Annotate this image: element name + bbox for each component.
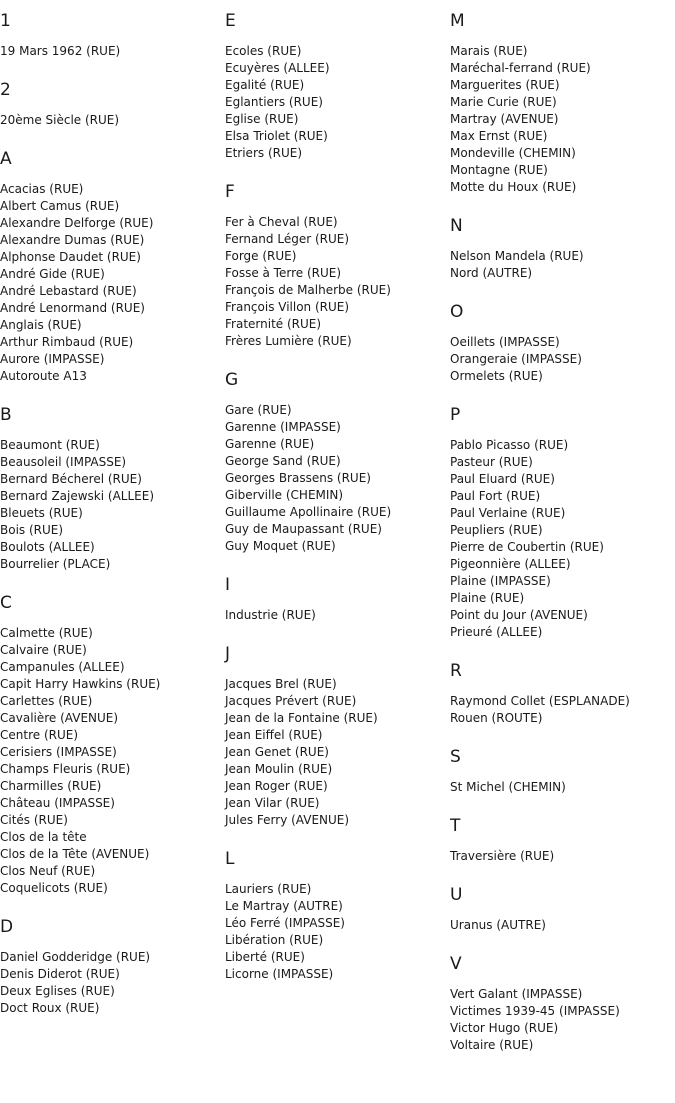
section-letter-heading: F [225, 182, 235, 202]
street-list [225, 43, 450, 162]
section-letter-heading: J [225, 644, 231, 664]
street-name: Bleuets (RUE) [0, 506, 83, 520]
street-name: Boulots (ALLEE) [0, 540, 95, 554]
street-name: Gare (RUE) [225, 403, 292, 417]
letter-section [225, 575, 450, 624]
index-column [0, 0, 225, 1017]
street-name: Acacias (RUE) [0, 182, 84, 196]
street-list [0, 437, 225, 573]
street-list [0, 43, 225, 60]
street-name: 19 Mars 1962 (RUE) [0, 44, 121, 58]
street-name: George Sand (RUE) [225, 454, 341, 468]
street-name: Jules Ferry (AVENUE) [225, 813, 350, 827]
street-name: Point du Jour (AVENUE) [450, 608, 588, 622]
street-name: Prieuré (ALLEE) [450, 625, 543, 639]
street-list [450, 43, 675, 196]
street-name: Le Martray (AUTRE) [225, 899, 343, 913]
street-name: Traversière (RUE) [450, 849, 555, 863]
street-name: Garenne (RUE) [225, 437, 315, 451]
street-name: Alexandre Dumas (RUE) [0, 233, 145, 247]
street-name: Liberté (RUE) [225, 950, 305, 964]
street-name: André Gide (RUE) [0, 267, 105, 281]
street-name: Motte du Houx (RUE) [450, 180, 577, 194]
street-name: Denis Diderot (RUE) [0, 967, 120, 981]
street-name: Marguerites (RUE) [450, 78, 560, 92]
street-name: Clos de la tête [0, 830, 87, 844]
street-name: Pierre de Coubertin (RUE) [450, 540, 604, 554]
street-name: Calvaire (RUE) [0, 643, 87, 657]
street-name: Martray (AVENUE) [450, 112, 559, 126]
street-name: Arthur Rimbaud (RUE) [0, 335, 134, 349]
section-letter-heading: O [450, 302, 464, 322]
street-name: Beausoleil (IMPASSE) [0, 455, 127, 469]
letter-section [450, 216, 675, 282]
street-name: Voltaire (RUE) [450, 1038, 534, 1052]
street-name: Libération (RUE) [225, 933, 324, 947]
street-name: Pigeonnière (ALLEE) [450, 557, 571, 571]
letter-section [450, 302, 675, 385]
letter-section [0, 11, 225, 60]
street-name: Jean Vilar (RUE) [225, 796, 320, 810]
letter-section [0, 917, 225, 1017]
street-name: Daniel Godderidge (RUE) [0, 950, 151, 964]
street-list [450, 437, 675, 641]
index-column [450, 0, 675, 1054]
street-name: Doct Roux (RUE) [0, 1001, 100, 1015]
street-name: Marie Curie (RUE) [450, 95, 557, 109]
letter-section [450, 661, 675, 727]
letter-section [225, 11, 450, 162]
letter-section [450, 954, 675, 1054]
street-name: Raymond Collet (ESPLANADE) [450, 694, 630, 708]
street-name: Giberville (CHEMIN) [225, 488, 344, 502]
letter-section [225, 370, 450, 555]
street-name: Anglais (RUE) [0, 318, 82, 332]
section-letter-heading: D [0, 917, 14, 937]
street-name: Pablo Picasso (RUE) [450, 438, 569, 452]
street-list [0, 181, 225, 385]
street-name: Bois (RUE) [0, 523, 64, 537]
street-name: Vert Galant (IMPASSE) [450, 987, 583, 1001]
street-name: Cavalière (AVENUE) [0, 711, 119, 725]
street-name: Jean Roger (RUE) [225, 779, 328, 793]
street-name: Jean Moulin (RUE) [225, 762, 333, 776]
street-list [225, 402, 450, 555]
street-name: Lauriers (RUE) [225, 882, 312, 896]
street-list [0, 112, 225, 129]
street-name: Max Ernst (RUE) [450, 129, 548, 143]
street-list [450, 334, 675, 385]
street-name: Marais (RUE) [450, 44, 528, 58]
letter-section [0, 593, 225, 897]
street-name: François de Malherbe (RUE) [225, 283, 391, 297]
street-name: Jacques Brel (RUE) [225, 677, 337, 691]
street-name: Fraternité (RUE) [225, 317, 322, 331]
street-name: Industrie (RUE) [225, 608, 316, 622]
street-name: Guillaume Apollinaire (RUE) [225, 505, 392, 519]
street-name: André Lebastard (RUE) [0, 284, 137, 298]
index-column [225, 0, 450, 983]
street-name: Montagne (RUE) [450, 163, 548, 177]
section-letter-heading: 1 [0, 11, 11, 31]
street-name: Carlettes (RUE) [0, 694, 93, 708]
street-name: Orangeraie (IMPASSE) [450, 352, 582, 366]
street-name: Mondeville (CHEMIN) [450, 146, 576, 160]
street-name: Ecoles (RUE) [225, 44, 302, 58]
street-name: Victimes 1939-45 (IMPASSE) [450, 1004, 620, 1018]
section-letter-heading: 2 [0, 80, 11, 100]
street-list [0, 625, 225, 897]
street-name: Victor Hugo (RUE) [450, 1021, 559, 1035]
street-name: Clos Neuf (RUE) [0, 864, 96, 878]
street-name: Campanules (ALLEE) [0, 660, 125, 674]
street-list [450, 848, 675, 865]
street-name: Fernand Léger (RUE) [225, 232, 350, 246]
section-letter-heading: L [225, 849, 235, 869]
street-name: Jean Genet (RUE) [225, 745, 329, 759]
street-name: Guy de Maupassant (RUE) [225, 522, 382, 536]
street-name: Charmilles (RUE) [0, 779, 102, 793]
section-letter-heading: I [225, 575, 231, 595]
letter-section [225, 849, 450, 983]
street-name: Plaine (RUE) [450, 591, 525, 605]
street-name: Cerisiers (IMPASSE) [0, 745, 117, 759]
section-letter-heading: N [450, 216, 463, 236]
street-name: Eglantiers (RUE) [225, 95, 323, 109]
street-name: François Villon (RUE) [225, 300, 350, 314]
section-letter-heading: R [450, 661, 462, 681]
street-name: Pasteur (RUE) [450, 455, 533, 469]
street-name: André Lenormand (RUE) [0, 301, 145, 315]
street-name: Peupliers (RUE) [450, 523, 543, 537]
street-name: Forge (RUE) [225, 249, 297, 263]
street-name: Fosse à Terre (RUE) [225, 266, 342, 280]
street-name: Cités (RUE) [0, 813, 68, 827]
letter-section [450, 885, 675, 934]
street-name: Georges Brassens (RUE) [225, 471, 371, 485]
street-name: Rouen (ROUTE) [450, 711, 543, 725]
street-name: Paul Verlaine (RUE) [450, 506, 566, 520]
section-letter-heading: E [225, 11, 236, 31]
street-list [225, 881, 450, 983]
section-letter-heading: V [450, 954, 462, 974]
section-letter-heading: S [450, 747, 461, 767]
street-list [450, 779, 675, 796]
street-name: Garenne (IMPASSE) [225, 420, 341, 434]
section-letter-heading: G [225, 370, 239, 390]
street-name: Egalité (RUE) [225, 78, 305, 92]
street-name: St Michel (CHEMIN) [450, 780, 566, 794]
street-list [225, 214, 450, 350]
letter-section [0, 149, 225, 385]
street-name: Alphonse Daudet (RUE) [0, 250, 141, 264]
street-name: Bourrelier (PLACE) [0, 557, 111, 571]
letter-section [450, 405, 675, 641]
street-name: Ormelets (RUE) [450, 369, 543, 383]
letter-section [225, 644, 450, 829]
section-letter-heading: P [450, 405, 461, 425]
street-name: Capit Harry Hawkins (RUE) [0, 677, 161, 691]
street-name: Clos de la Tête (AVENUE) [0, 847, 150, 861]
section-letter-heading: A [0, 149, 12, 169]
letter-section [450, 747, 675, 796]
street-list [450, 248, 675, 282]
street-list [450, 917, 675, 934]
letter-section [450, 816, 675, 865]
street-name: Jean Eiffel (RUE) [225, 728, 323, 742]
street-name: Calmette (RUE) [0, 626, 93, 640]
section-letter-heading: M [450, 11, 465, 31]
letter-section [450, 11, 675, 196]
street-name: Château (IMPASSE) [0, 796, 115, 810]
street-list [225, 607, 450, 624]
street-name: Aurore (IMPASSE) [0, 352, 105, 366]
street-list [0, 949, 225, 1017]
street-name: Frères Lumière (RUE) [225, 334, 352, 348]
street-name: Nord (AUTRE) [450, 266, 533, 280]
street-name: Oeillets (IMPASSE) [450, 335, 560, 349]
section-letter-heading: T [450, 816, 461, 836]
street-name: Jean de la Fontaine (RUE) [225, 711, 378, 725]
street-name: Beaumont (RUE) [0, 438, 100, 452]
section-letter-heading: B [0, 405, 12, 425]
street-name: Maréchal-ferrand (RUE) [450, 61, 591, 75]
letter-section [0, 80, 225, 129]
street-name: Etriers (RUE) [225, 146, 303, 160]
street-name: Elsa Triolet (RUE) [225, 129, 328, 143]
street-name: Jacques Prévert (RUE) [225, 694, 357, 708]
street-name: Autoroute A13 [0, 369, 87, 383]
street-name: Léo Ferré (IMPASSE) [225, 916, 345, 930]
street-name: Champs Fleuris (RUE) [0, 762, 131, 776]
street-name: Paul Eluard (RUE) [450, 472, 555, 486]
street-name: Coquelicots (RUE) [0, 881, 108, 895]
street-name: Centre (RUE) [0, 728, 79, 742]
street-name: 20ème Siècle (RUE) [0, 113, 120, 127]
street-name: Paul Fort (RUE) [450, 489, 541, 503]
street-name: Bernard Zajewski (ALLEE) [0, 489, 155, 503]
street-name: Nelson Mandela (RUE) [450, 249, 584, 263]
street-name: Deux Eglises (RUE) [0, 984, 115, 998]
street-name: Plaine (IMPASSE) [450, 574, 551, 588]
street-name: Ecuyères (ALLEE) [225, 61, 330, 75]
street-name: Eglise (RUE) [225, 112, 299, 126]
street-name: Alexandre Delforge (RUE) [0, 216, 154, 230]
letter-section [0, 405, 225, 573]
street-list [450, 693, 675, 727]
street-name: Uranus (AUTRE) [450, 918, 546, 932]
section-letter-heading: U [450, 885, 463, 905]
section-letter-heading: C [0, 593, 12, 613]
street-list [225, 676, 450, 829]
street-name: Guy Moquet (RUE) [225, 539, 336, 553]
street-name: Licorne (IMPASSE) [225, 967, 334, 981]
street-name: Fer à Cheval (RUE) [225, 215, 338, 229]
letter-section [225, 182, 450, 350]
street-list [450, 986, 675, 1054]
street-name: Albert Camus (RUE) [0, 199, 120, 213]
street-name: Bernard Bécherel (RUE) [0, 472, 142, 486]
